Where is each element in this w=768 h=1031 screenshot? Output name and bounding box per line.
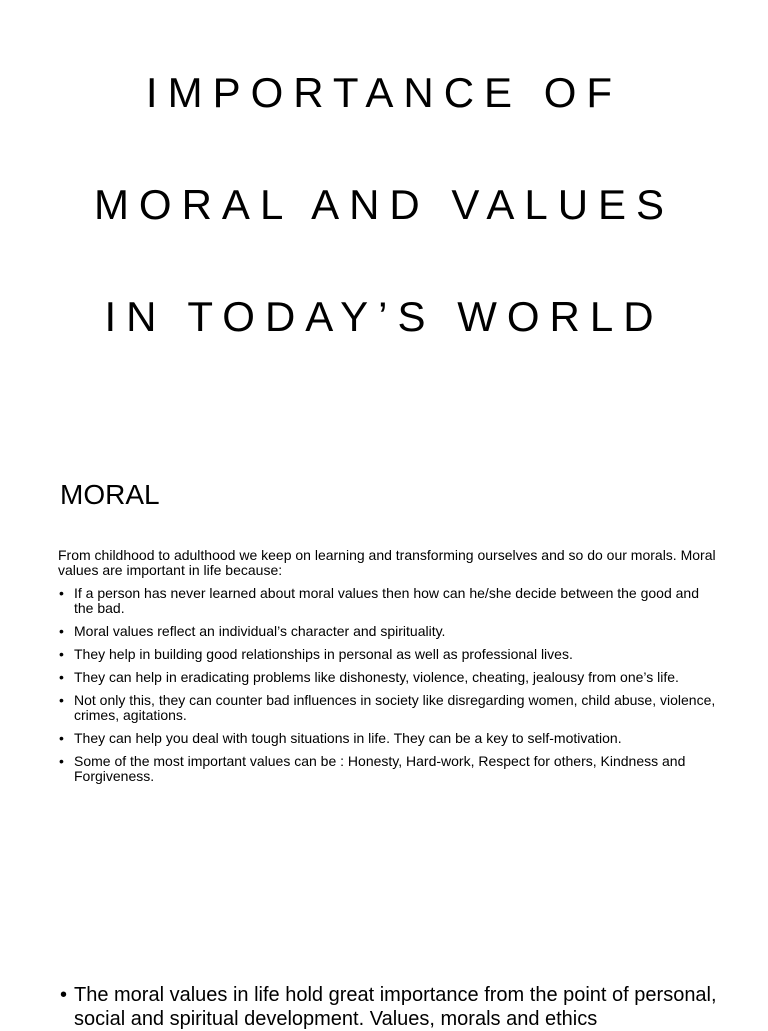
intro-paragraph: From childhood to adulthood we keep on learning and transforming ourselves and so do our morals. Moral values are important in life because:	[58, 547, 716, 578]
bullet-item: • They can help you deal with tough situations in life. They can be a key to self-motivation.	[58, 731, 718, 746]
slide-title-line-1: IMPORTANCE OF	[145, 69, 623, 116]
bullet-item: • They can help in eradicating problems like dishonesty, violence, cheating, jealousy from one’s life.	[58, 670, 718, 685]
slide-title-line-2: MORAL AND VALUES	[93, 181, 675, 228]
section-heading: MORAL	[60, 479, 160, 510]
next-slide-bullet: • The moral values in life hold great importance from the point of personal, social and spiritual development. Values, morals and ethics	[60, 983, 734, 1031]
bullet-item: • Some of the most important values can be : Honesty, Hard-work, Respect for others, Kindness and Forgiveness.	[58, 754, 718, 784]
bullet-item: • Moral values reflect an individual’s character and spirituality.	[58, 624, 718, 639]
bullet-item: • If a person has never learned about moral values then how can he/she decide between the good and the bad.	[58, 586, 718, 616]
bullet-item: • They help in building good relationships in personal as well as professional lives.	[58, 647, 718, 662]
bullet-item: • Not only this, they can counter bad influences in society like disregarding women, child abuse, violence, crimes, agitations.	[58, 693, 718, 723]
slide-title-line-3: IN TODAY’S WORLD	[104, 293, 664, 340]
bullet-list	[58, 586, 718, 792]
